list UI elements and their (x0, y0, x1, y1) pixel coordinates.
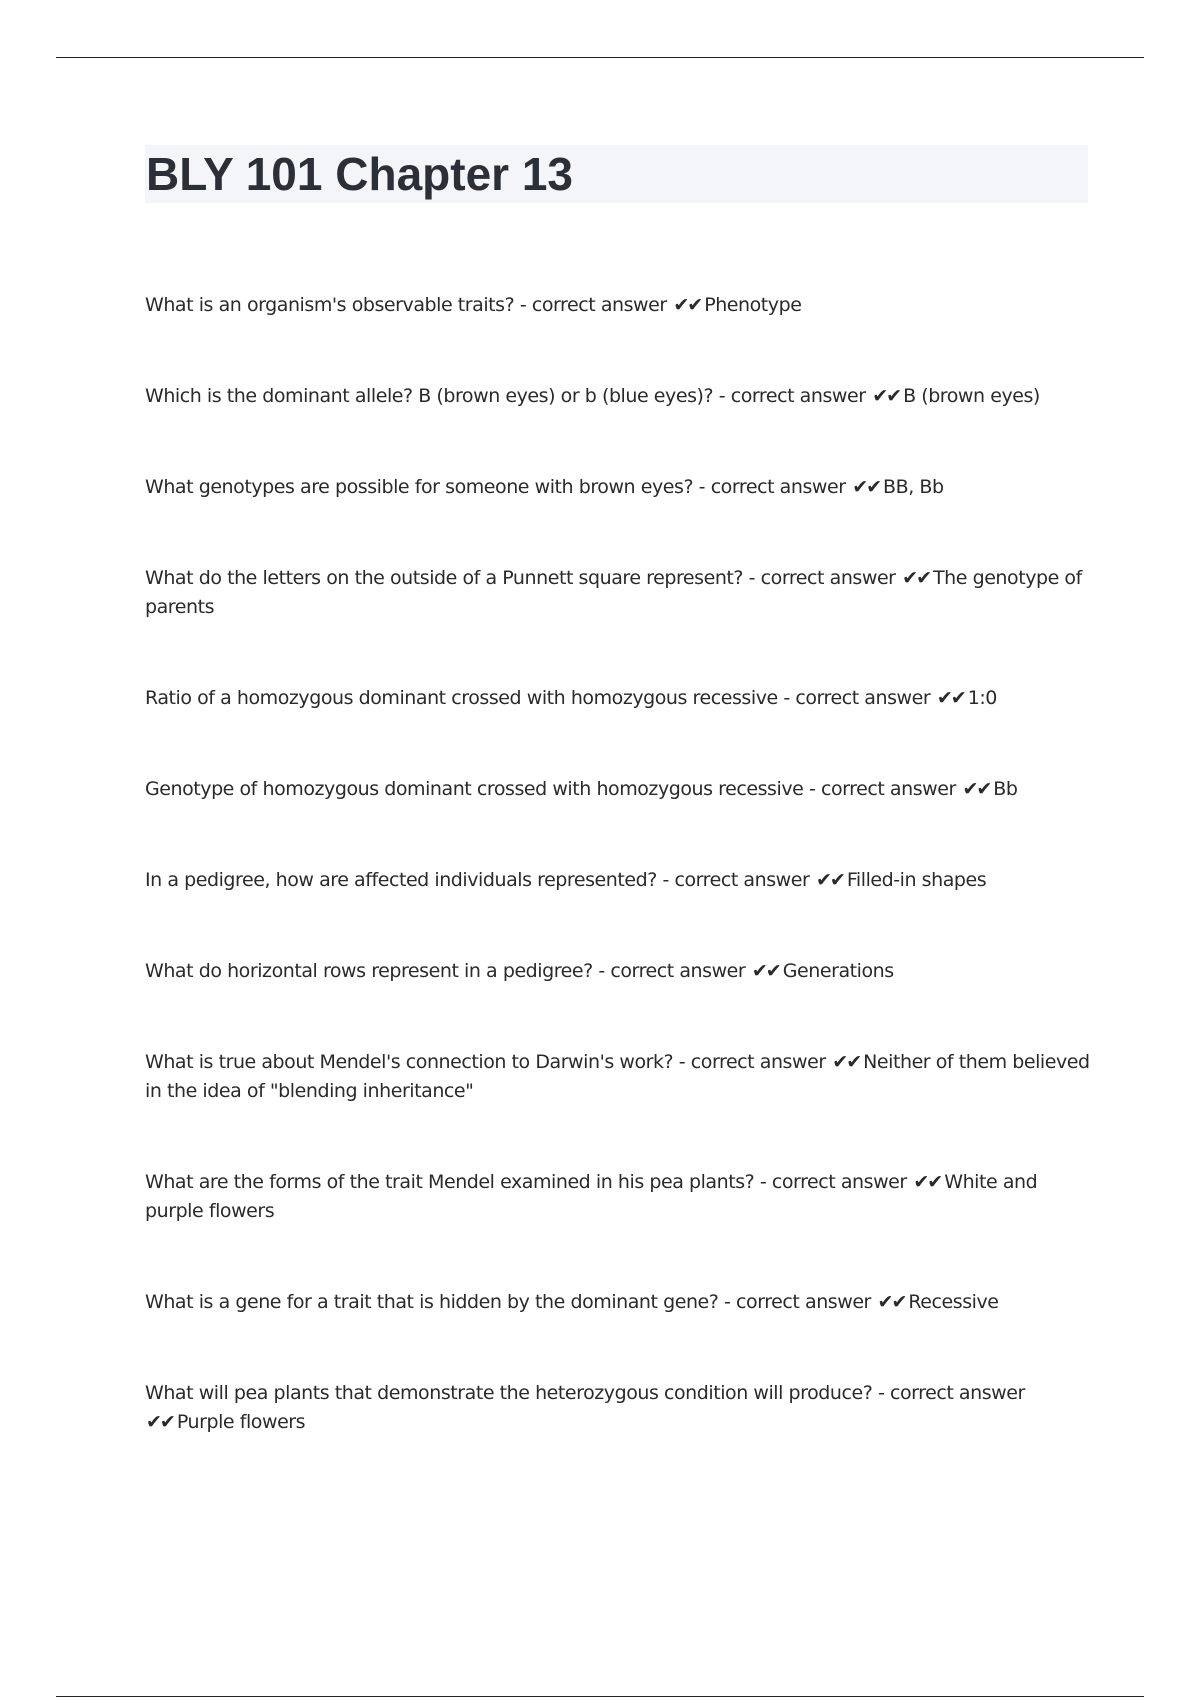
answer-label: correct answer (710, 476, 846, 498)
answer-text: White and purple flowers (145, 1171, 1038, 1222)
question-text: What are the forms of the trait Mendel examined in his pea plants? (145, 1171, 755, 1193)
qa-item (145, 1288, 1090, 1317)
double-check-icon: ✔✔ (852, 476, 881, 498)
answer-text: Filled-in shapes (846, 869, 987, 891)
separator: - (754, 1171, 772, 1193)
answer-label: correct answer (674, 869, 810, 891)
answer-label: correct answer (610, 960, 746, 982)
separator: - (514, 294, 532, 316)
double-check-icon: ✔✔ (815, 869, 844, 891)
double-check-icon: ✔✔ (832, 1051, 861, 1073)
separator: - (718, 1291, 737, 1313)
double-check-icon: ✔✔ (877, 1291, 906, 1313)
question-text: What do horizontal rows represent in a pedigree? (145, 960, 593, 982)
question-text: Which is the dominant allele? B (brown eyes) or b (blue eyes)? (145, 385, 714, 407)
question-text: What is true about Mendel's connection to Darwin's work? (145, 1051, 674, 1073)
separator: - (592, 960, 611, 982)
separator: - (713, 385, 731, 407)
answer-label: correct answer (889, 1382, 1025, 1404)
separator: - (743, 567, 761, 589)
qa-list (145, 291, 1090, 1499)
answer-text: Purple flowers (176, 1411, 306, 1433)
qa-item (145, 564, 1090, 622)
answer-text: Neither of them believed in the idea of "blending inheritance" (145, 1051, 1090, 1102)
separator: - (872, 1382, 890, 1404)
question-text: Ratio of a homozygous dominant crossed with homozygous recessive (145, 687, 778, 709)
question-text: In a pedigree, how are affected individuals represented? (145, 869, 657, 891)
double-check-icon: ✔✔ (872, 385, 901, 407)
double-check-icon: ✔✔ (902, 567, 930, 589)
qa-item (145, 291, 1090, 320)
double-check-icon: ✔✔ (913, 1171, 942, 1193)
answer-label: correct answer (531, 294, 667, 316)
answer-label: correct answer (795, 687, 931, 709)
question-text: What do the letters on the outside of a Punnett square represent? (145, 567, 744, 589)
separator: - (673, 1051, 691, 1073)
answer-label: correct answer (690, 1051, 826, 1073)
answer-text: BB, Bb (883, 476, 944, 498)
separator: - (693, 476, 711, 498)
answer-text: The genotype of parents (145, 567, 1082, 618)
qa-item (145, 1379, 1090, 1437)
qa-item (145, 866, 1090, 895)
title-band (145, 145, 1088, 203)
question-text: What is a gene for a trait that is hidden by the dominant gene? (145, 1291, 719, 1313)
question-text: What is an organism's observable traits? (145, 294, 515, 316)
qa-item (145, 382, 1090, 411)
qa-item (145, 473, 1090, 502)
answer-text: Phenotype (704, 294, 802, 316)
qa-item (145, 1048, 1090, 1106)
qa-item (145, 957, 1090, 986)
qa-item (145, 1168, 1090, 1226)
page-title: BLY 101 Chapter 13 (146, 148, 574, 200)
double-check-icon: ✔✔ (751, 960, 780, 982)
answer-text: Generations (782, 960, 894, 982)
double-check-icon: ✔✔ (936, 687, 965, 709)
double-check-icon: ✔✔ (673, 294, 702, 316)
separator: - (803, 778, 821, 800)
answer-text: 1:0 (967, 687, 997, 709)
bottom-rule (56, 1696, 1144, 1697)
separator: - (777, 687, 796, 709)
answer-label: correct answer (820, 778, 956, 800)
answer-label: correct answer (771, 1171, 907, 1193)
answer-text: B (brown eyes) (903, 385, 1040, 407)
answer-text: Recessive (908, 1291, 999, 1313)
separator: - (656, 869, 675, 891)
double-check-icon: ✔✔ (146, 1411, 174, 1433)
question-text: Genotype of homozygous dominant crossed with homozygous recessive (145, 778, 804, 800)
answer-label: correct answer (730, 385, 866, 407)
question-text: What will pea plants that demonstrate the heterozygous condition will produce? (145, 1382, 873, 1404)
answer-label: correct answer (736, 1291, 871, 1313)
answer-label: correct answer (760, 567, 896, 589)
double-check-icon: ✔✔ (962, 778, 991, 800)
question-text: What genotypes are possible for someone with brown eyes? (145, 476, 694, 498)
qa-item (145, 684, 1090, 713)
top-rule (56, 57, 1144, 58)
qa-item (145, 775, 1090, 804)
answer-text: Bb (993, 778, 1018, 800)
